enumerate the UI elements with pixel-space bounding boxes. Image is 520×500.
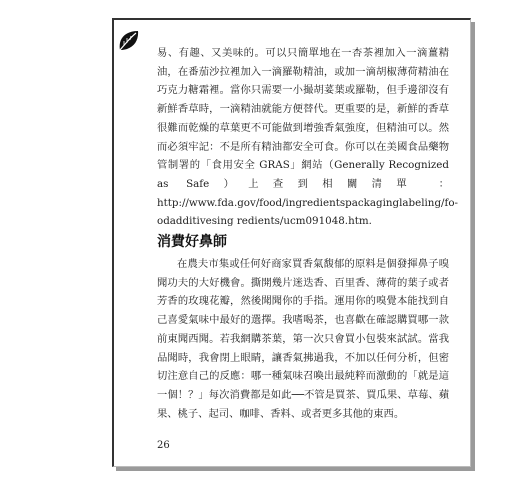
section-paragraph: 在農夫市集或任何好商家買香氣馥郁的原料是個發揮鼻子嗅聞功夫的大好機會。撕開幾片迷迭香、百里香、薄荷的葉子或者芳香的玫瑰花瓣，然後聞聞你的手指。運用你的嗅覺本能找到自己喜愛氣味中最好的選擇。我嗜喝茶，也喜歡在確認購買哪一款前東聞西聞。若我網購茶葉，第一次只會買小包裝來試試。當我品聞時，我會閉上眼睛，讓香氣拂過我，不加以任何分析，但密切注意自己的反應：哪一種氣味召喚出最純粹而激動的「就是這一個！？」每次消費都是如此──不管是買茶、買瓜果、草莓、蘋果、桃子、起司、咖啡、香料、或者更多其他的東西。 [157, 258, 449, 420]
leaf-icon [116, 28, 142, 54]
continuation-paragraph: 易、有趣、又美味的。可以只簡單地在一杏茶裡加入一滴薑精油，在番茄沙拉裡加入一滴羅勒精油，或加一滴胡椒薄荷精油在巧克力糖霜裡。當你只需要一小撮胡荽葉或羅勒，但手邊卻沒有新鮮香草時，一滴精油就能方便替代。更重要的是，新鮮的香草很難而乾燥的草葉更不可能做到增強香氣強度，但精油可以。然而必須牢記：不是所有精油都安全可食。你可以在美國食品藥物管制署的「食用安全 GRAS」網站（Generally Recognized as Safe）上查到相關清單 ：http://www.fda.gov/food/ingredientspackaginglabeling/fo-odadditivesing redients/ucm091048.htm. [157, 47, 458, 228]
section-heading: 消費好鼻師 [157, 234, 227, 250]
body-text [157, 44, 458, 231]
section-consumer-nose [157, 232, 449, 423]
page-number: 26 [157, 440, 170, 451]
